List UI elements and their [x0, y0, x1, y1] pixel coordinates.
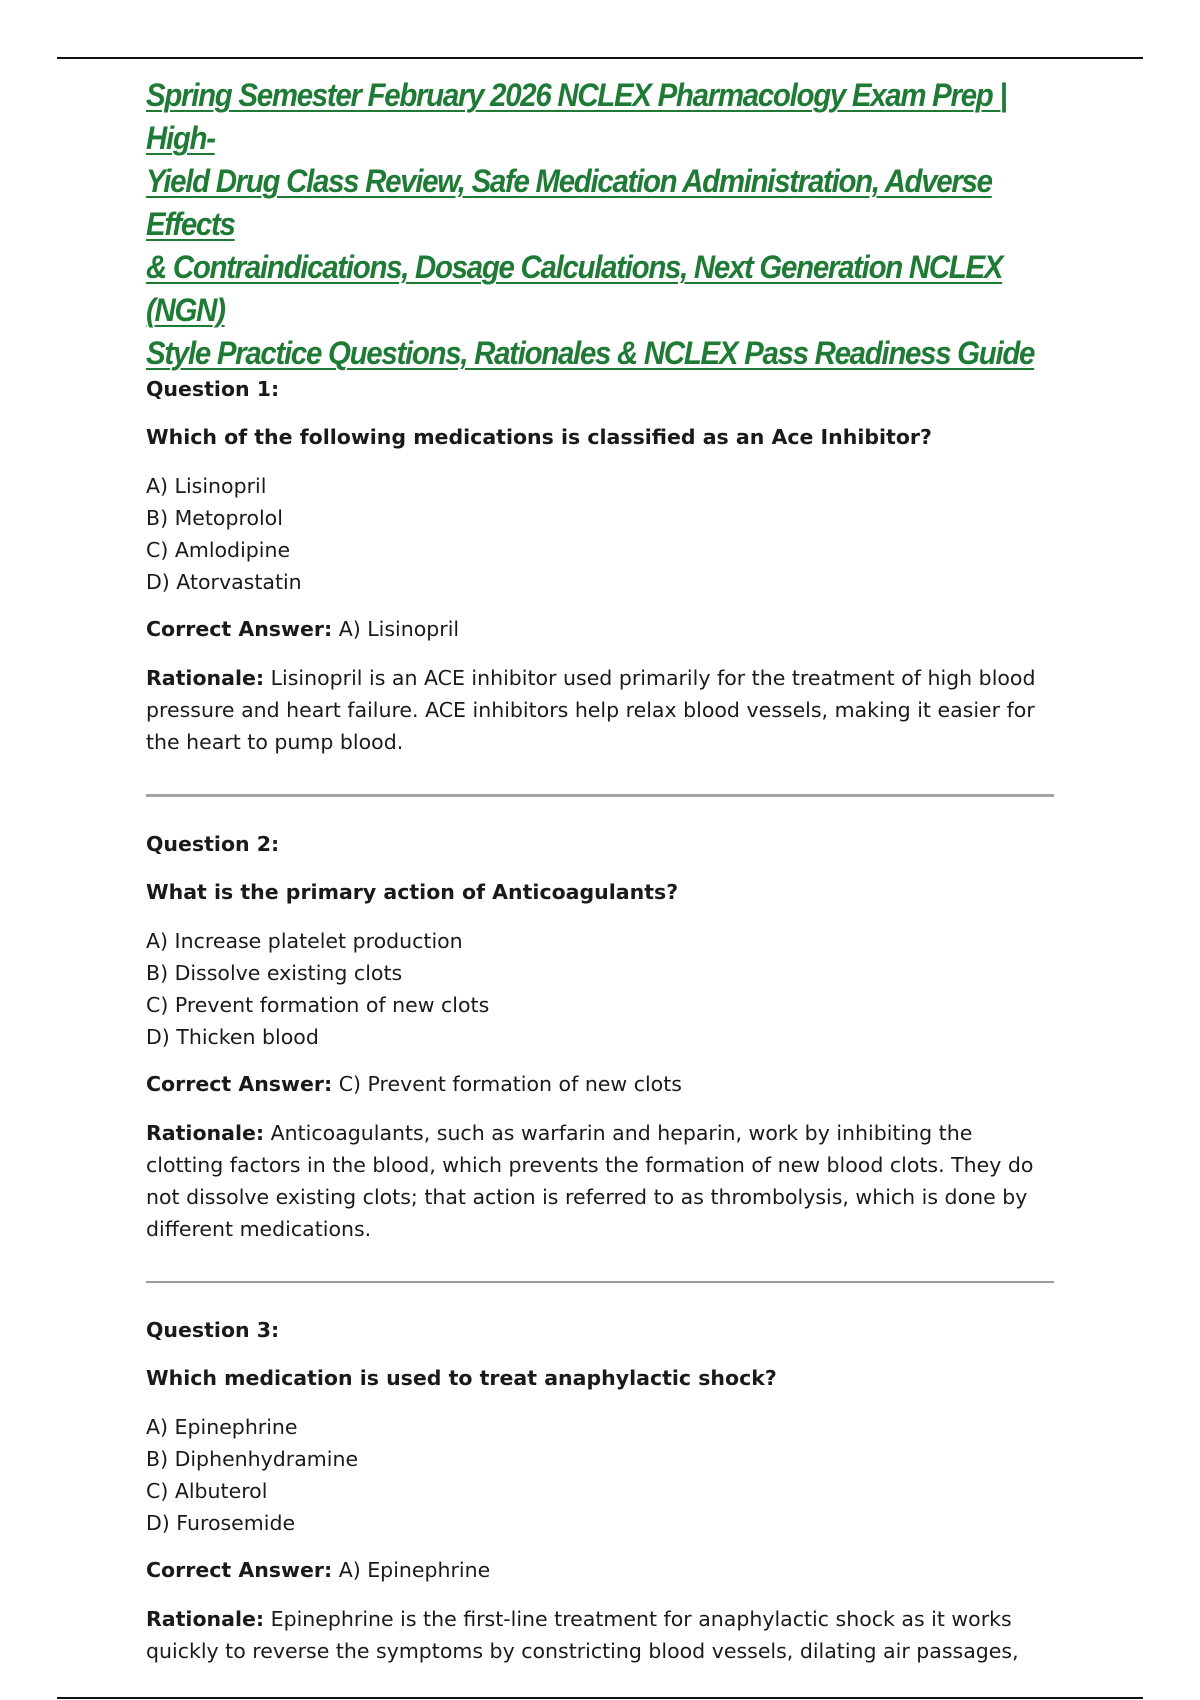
- option-a: A) Lisinopril: [146, 474, 267, 498]
- question-text: What is the primary action of Anticoagulants?: [146, 880, 679, 904]
- page-top-rule: [57, 57, 1143, 59]
- option-a: A) Epinephrine: [146, 1415, 298, 1439]
- correct-answer-value: A) Epinephrine: [338, 1558, 491, 1582]
- option-b: B) Diphenhydramine: [146, 1447, 359, 1471]
- title-line: Style Practice Questions, Rationales & NCLEX Pass Readiness Guide: [146, 335, 1035, 371]
- question-label: Question 1:: [146, 377, 280, 401]
- answer-options: [146, 1411, 1056, 1539]
- question-text: Which of the following medications is classified as an Ace Inhibitor?: [146, 425, 932, 449]
- page-bottom-rule: [57, 1697, 1143, 1699]
- rationale-label: Rationale:: [146, 1121, 265, 1145]
- title-line: Spring Semester February 2026 NCLEX Pharmacology Exam Prep | High-: [146, 77, 1007, 156]
- option-c: C) Albuterol: [146, 1479, 268, 1503]
- correct-answer-label: Correct Answer:: [146, 617, 333, 641]
- rationale-text: Epinephrine is the first-line treatment for anaphylactic shock as it works quickly to reverse the symptoms by constricting blood vessels, dilating air passages,: [146, 1607, 1019, 1663]
- option-c: C) Prevent formation of new clots: [146, 993, 490, 1017]
- correct-answer-label: Correct Answer:: [146, 1072, 333, 1096]
- title-line: Yield Drug Class Review, Safe Medication Administration, Adverse Effects: [146, 163, 992, 242]
- question-2: [146, 830, 1056, 1245]
- rationale-label: Rationale:: [146, 666, 265, 690]
- option-d: D) Furosemide: [146, 1511, 296, 1535]
- correct-answer: [146, 1556, 1056, 1584]
- answer-options: [146, 470, 1056, 598]
- correct-answer-value: C) Prevent formation of new clots: [338, 1072, 682, 1096]
- option-d: D) Thicken blood: [146, 1025, 319, 1049]
- section-divider: [146, 1281, 1054, 1283]
- option-d: D) Atorvastatin: [146, 570, 302, 594]
- question-3: [146, 1316, 1056, 1667]
- question-label: Question 3:: [146, 1318, 280, 1342]
- rationale-text: Anticoagulants, such as warfarin and heparin, work by inhibiting the clotting factors in the blood, which prevents the formation of new blood clots. They do not dissolve existing clots; that action is referred to as thrombolysis, which is done by different medications.: [146, 1121, 1034, 1241]
- correct-answer: [146, 1070, 1056, 1098]
- correct-answer-label: Correct Answer:: [146, 1558, 333, 1582]
- rationale: [146, 1603, 1056, 1667]
- option-b: B) Metoprolol: [146, 506, 283, 530]
- rationale: [146, 1117, 1056, 1245]
- answer-options: [146, 925, 1056, 1053]
- correct-answer-value: A) Lisinopril: [338, 617, 460, 641]
- section-divider: [146, 794, 1054, 797]
- document-title: [146, 74, 1057, 375]
- option-b: B) Dissolve existing clots: [146, 961, 403, 985]
- rationale-text: Lisinopril is an ACE inhibitor used primarily for the treatment of high blood pressure and heart failure. ACE inhibitors help relax blood vessels, making it easier for the heart to pump blood.: [146, 666, 1036, 754]
- question-text: Which medication is used to treat anaphylactic shock?: [146, 1366, 777, 1390]
- title-line: & Contraindications, Dosage Calculations, Next Generation NCLEX (NGN): [146, 249, 1003, 328]
- question-label: Question 2:: [146, 832, 280, 856]
- question-1: [146, 375, 1056, 758]
- option-a: A) Increase platelet production: [146, 929, 463, 953]
- document-body: [146, 74, 1056, 1667]
- option-c: C) Amlodipine: [146, 538, 291, 562]
- rationale-label: Rationale:: [146, 1607, 265, 1631]
- correct-answer: [146, 615, 1056, 643]
- rationale: [146, 662, 1056, 758]
